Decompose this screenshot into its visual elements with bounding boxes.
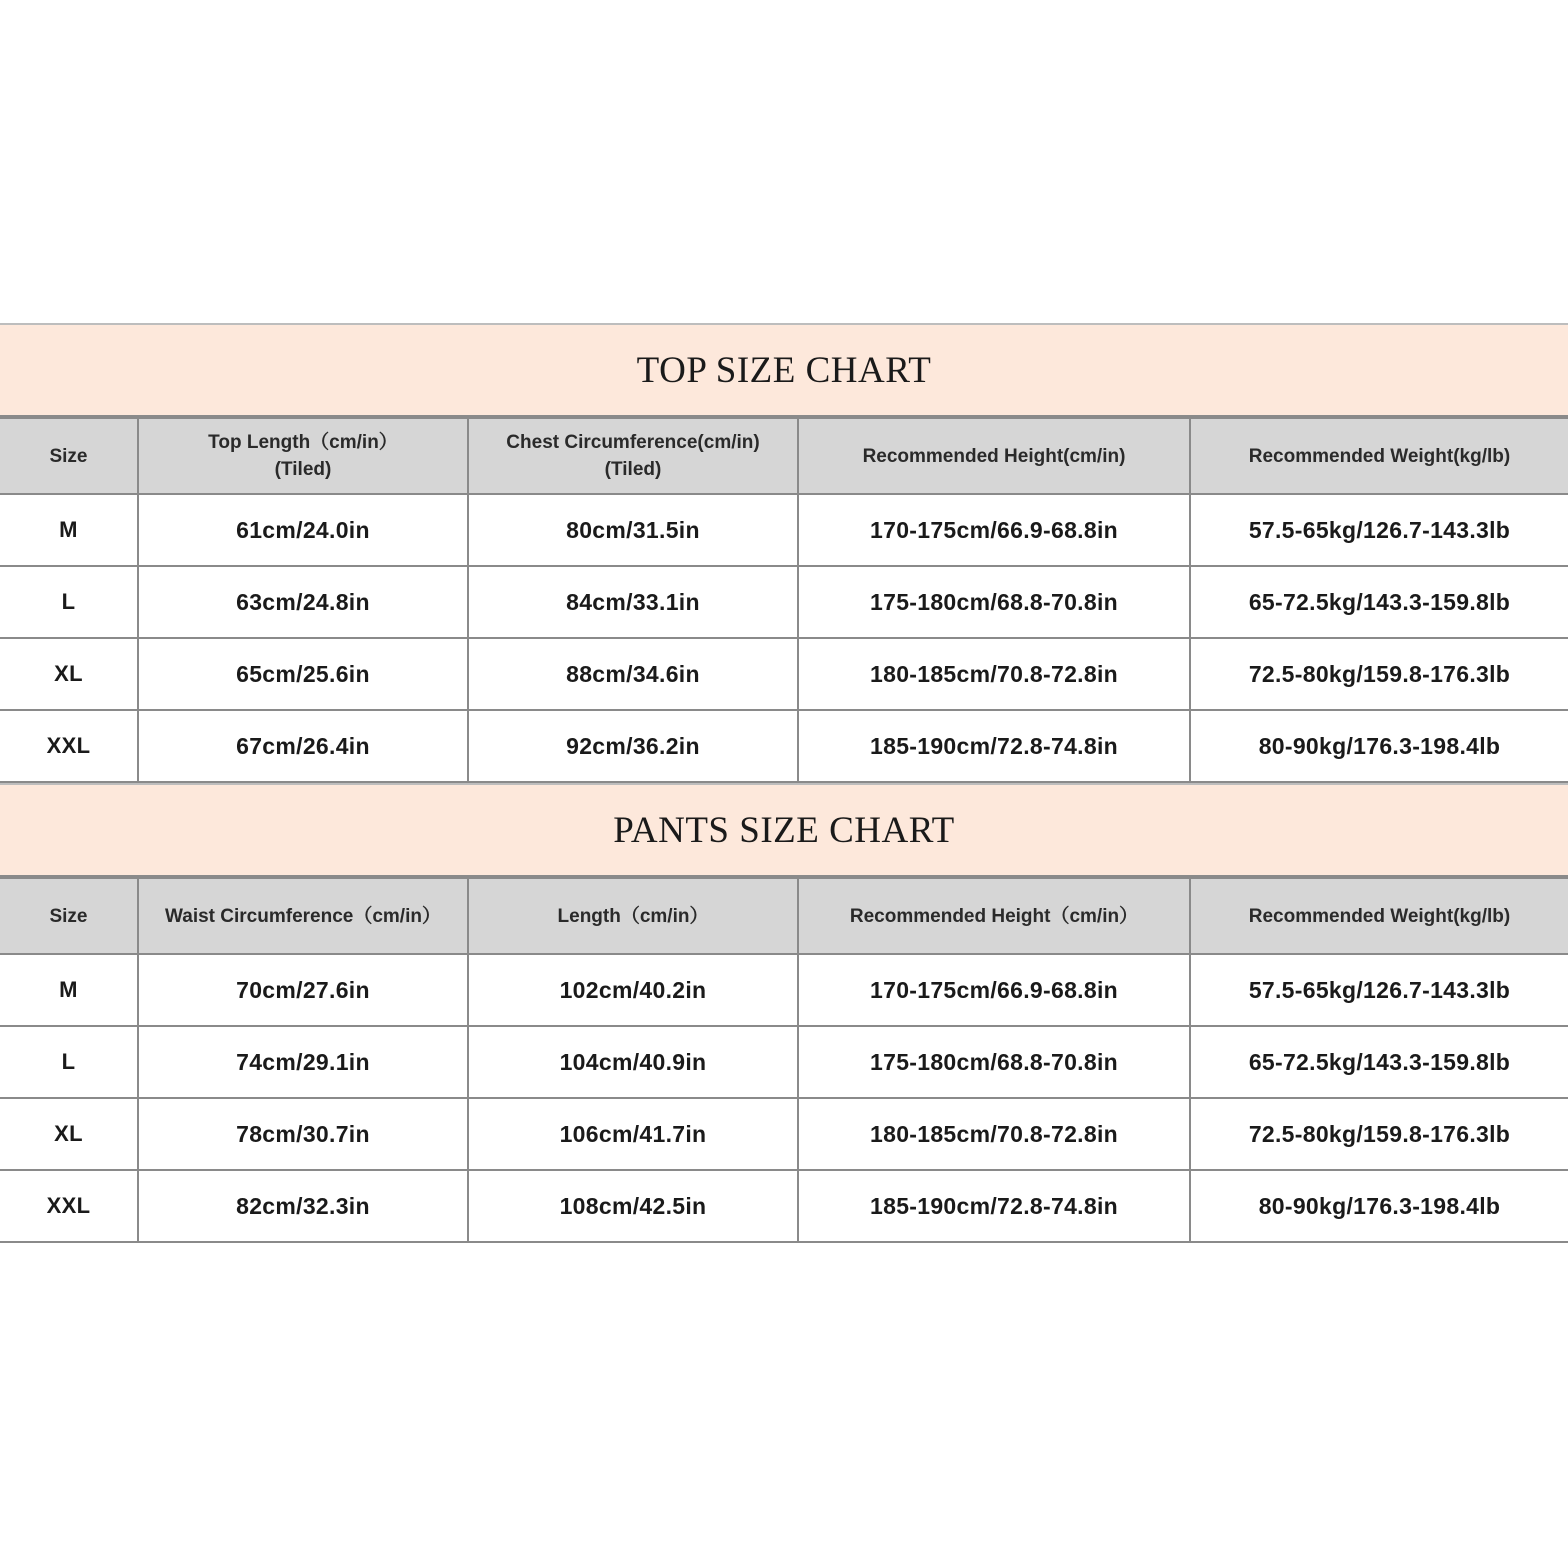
table-cell: 80cm/31.5in xyxy=(468,494,798,566)
table-cell: 108cm/42.5in xyxy=(468,1170,798,1242)
table-cell: 65cm/25.6in xyxy=(138,638,468,710)
pants-chart-title: PANTS SIZE CHART xyxy=(613,809,955,851)
pants-size-chart xyxy=(0,783,1568,1243)
column-header-size: Size xyxy=(0,878,138,954)
pants-size-table xyxy=(0,877,1568,1243)
table-row xyxy=(0,494,1568,566)
size-cell: L xyxy=(0,566,138,638)
table-cell: 72.5-80kg/159.8-176.3lb xyxy=(1190,638,1568,710)
table-cell: 180-185cm/70.8-72.8in xyxy=(798,1098,1190,1170)
size-cell: XL xyxy=(0,1098,138,1170)
table-cell: 88cm/34.6in xyxy=(468,638,798,710)
table-row xyxy=(0,954,1568,1026)
table-cell: 72.5-80kg/159.8-176.3lb xyxy=(1190,1098,1568,1170)
table-row xyxy=(0,638,1568,710)
table-cell: 180-185cm/70.8-72.8in xyxy=(798,638,1190,710)
table-cell: 63cm/24.8in xyxy=(138,566,468,638)
table-cell: 84cm/33.1in xyxy=(468,566,798,638)
table-row xyxy=(0,1170,1568,1242)
table-cell: 102cm/40.2in xyxy=(468,954,798,1026)
table-cell: 170-175cm/66.9-68.8in xyxy=(798,954,1190,1026)
column-header-size: Size xyxy=(0,418,138,494)
pants-chart-title-band xyxy=(0,783,1568,877)
column-header-recommended-weight: Recommended Weight(kg/lb) xyxy=(1190,878,1568,954)
size-cell: XXL xyxy=(0,1170,138,1242)
top-chart-title: TOP SIZE CHART xyxy=(636,349,932,391)
size-cell: XL xyxy=(0,638,138,710)
table-cell: 80-90kg/176.3-198.4lb xyxy=(1190,1170,1568,1242)
top-size-chart xyxy=(0,323,1568,783)
column-header-recommended-height: Recommended Height(cm/in) xyxy=(798,418,1190,494)
table-cell: 65-72.5kg/143.3-159.8lb xyxy=(1190,566,1568,638)
table-cell: 70cm/27.6in xyxy=(138,954,468,1026)
size-cell: XXL xyxy=(0,710,138,782)
table-cell: 92cm/36.2in xyxy=(468,710,798,782)
size-cell: L xyxy=(0,1026,138,1098)
column-header-waist-circumference: Waist Circumference（cm/in） xyxy=(138,878,468,954)
table-cell: 61cm/24.0in xyxy=(138,494,468,566)
size-cell: M xyxy=(0,954,138,1026)
table-cell: 67cm/26.4in xyxy=(138,710,468,782)
table-cell: 74cm/29.1in xyxy=(138,1026,468,1098)
column-header-recommended-height: Recommended Height（cm/in） xyxy=(798,878,1190,954)
table-row xyxy=(0,566,1568,638)
table-cell: 57.5-65kg/126.7-143.3lb xyxy=(1190,954,1568,1026)
table-cell: 65-72.5kg/143.3-159.8lb xyxy=(1190,1026,1568,1098)
table-cell: 80-90kg/176.3-198.4lb xyxy=(1190,710,1568,782)
table-cell: 57.5-65kg/126.7-143.3lb xyxy=(1190,494,1568,566)
table-header-row xyxy=(0,418,1568,494)
table-cell: 78cm/30.7in xyxy=(138,1098,468,1170)
column-header-recommended-weight: Recommended Weight(kg/lb) xyxy=(1190,418,1568,494)
top-size-table xyxy=(0,417,1568,783)
table-header-row xyxy=(0,878,1568,954)
column-header-chest-circumference: Chest Circumference(cm/in) (Tiled) xyxy=(468,418,798,494)
size-cell: M xyxy=(0,494,138,566)
table-cell: 185-190cm/72.8-74.8in xyxy=(798,1170,1190,1242)
table-row xyxy=(0,1098,1568,1170)
table-cell: 170-175cm/66.9-68.8in xyxy=(798,494,1190,566)
table-cell: 175-180cm/68.8-70.8in xyxy=(798,1026,1190,1098)
table-row xyxy=(0,1026,1568,1098)
table-cell: 185-190cm/72.8-74.8in xyxy=(798,710,1190,782)
table-cell: 106cm/41.7in xyxy=(468,1098,798,1170)
column-header-length: Length（cm/in） xyxy=(468,878,798,954)
column-header-top-length: Top Length（cm/in） (Tiled) xyxy=(138,418,468,494)
top-chart-title-band xyxy=(0,323,1568,417)
table-cell: 82cm/32.3in xyxy=(138,1170,468,1242)
table-cell: 104cm/40.9in xyxy=(468,1026,798,1098)
table-cell: 175-180cm/68.8-70.8in xyxy=(798,566,1190,638)
table-row xyxy=(0,710,1568,782)
